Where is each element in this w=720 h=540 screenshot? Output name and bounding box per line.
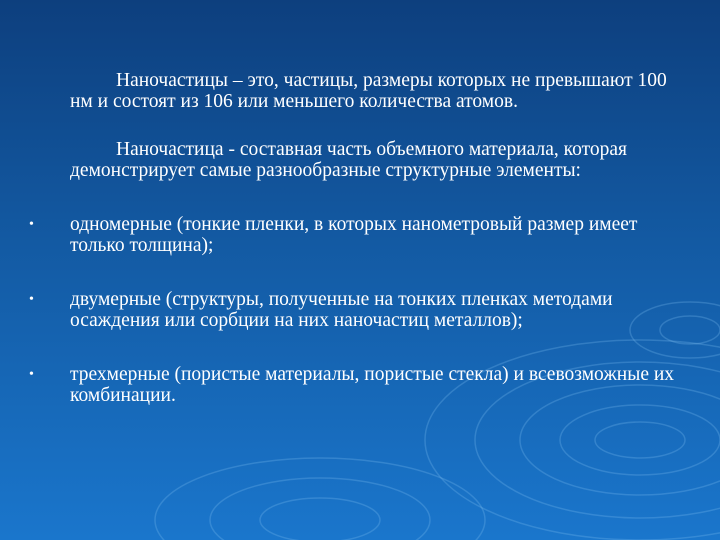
list-item xyxy=(29,214,690,256)
list-item-text: одномерные (тонкие пленки, в которых нанометровый размер имеет только толщина); xyxy=(70,214,638,256)
bullet-icon: • xyxy=(29,367,34,382)
list-item xyxy=(29,364,690,406)
list-item-text: трехмерные (пористые материалы, пористые стекла) и всевозможные их комбинации. xyxy=(70,364,675,406)
list-item-text: двумерные (структуры, полученные на тонких пленках методами осаждения или сорбции на них наночастиц металлов); xyxy=(70,289,613,331)
bullet-icon: • xyxy=(29,217,34,232)
structure-list xyxy=(29,214,690,406)
slide-content xyxy=(29,70,690,439)
list-item xyxy=(29,289,690,331)
definition-paragraph: Наночастицы – это, частицы, размеры которых не превышают 100 нм и состоят из 106 или меньшего количества атомов. xyxy=(70,70,667,112)
bullet-icon: • xyxy=(29,292,34,307)
component-paragraph: Наночастица - составная часть объемного материала, которая демонстрирует самые разнообразные структурные элементы: xyxy=(70,139,627,181)
